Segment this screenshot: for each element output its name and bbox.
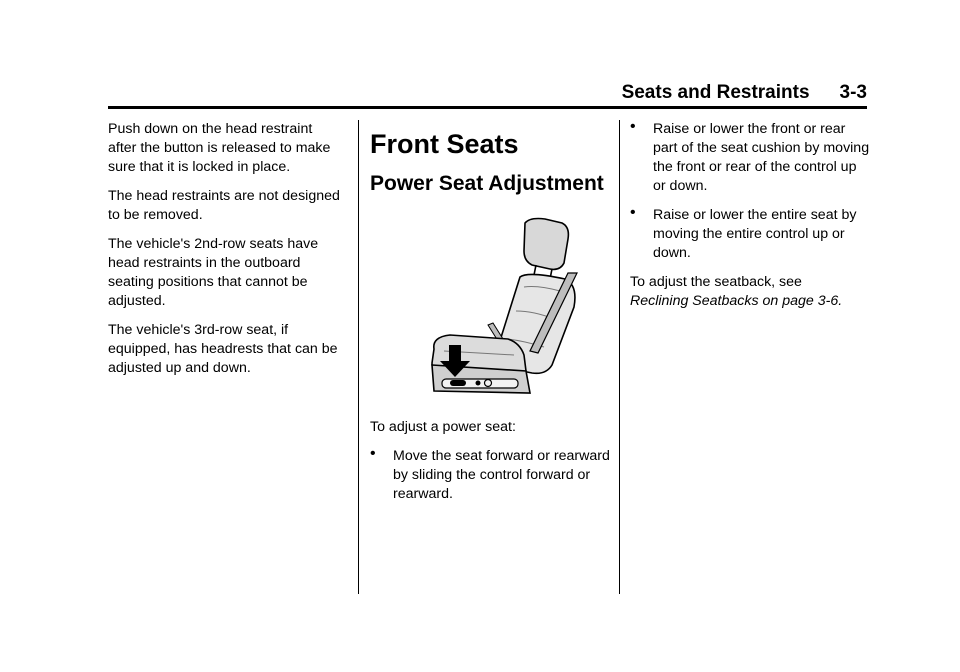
power-seat-illustration bbox=[420, 215, 595, 400]
column-divider bbox=[619, 120, 620, 594]
bullet-item bbox=[630, 206, 870, 263]
bullet-text: Raise or lower the front or rear part of the seat cushion by moving the front or rear of the control up or down. bbox=[653, 121, 870, 194]
bullet-dot-icon: • bbox=[630, 118, 636, 135]
seatback-paragraph bbox=[630, 273, 870, 311]
column-right bbox=[630, 120, 870, 321]
page-number: 3-3 bbox=[839, 82, 867, 103]
column-divider bbox=[358, 120, 359, 594]
paragraph: The head restraints are not designed to be removed. bbox=[108, 188, 340, 223]
section-title: Seats and Restraints bbox=[621, 82, 810, 103]
column-left bbox=[108, 120, 340, 388]
intro-text: To adjust a power seat: bbox=[370, 419, 516, 435]
seatback-reference-link[interactable]: Reclining Seatbacks on page 3-6. bbox=[630, 293, 843, 309]
subsection-heading: Power Seat Adjustment bbox=[370, 172, 604, 195]
bullet-text: Move the seat forward or rearward by sliding the control forward or rearward. bbox=[393, 448, 610, 502]
bullet-dot-icon: • bbox=[370, 445, 376, 462]
bullet-dot-icon: • bbox=[630, 204, 636, 221]
section-heading: Front Seats bbox=[370, 129, 519, 159]
page-header bbox=[108, 80, 867, 109]
paragraph: The vehicle's 2nd-row seats have head restraints in the outboard seating positions that cannot be adjusted. bbox=[108, 236, 319, 309]
bullet-text: Raise or lower the entire seat by moving the entire control up or down. bbox=[653, 207, 857, 261]
column-middle bbox=[370, 129, 610, 514]
paragraph: Push down on the head restraint after the button is released to make sure that it is locked in place. bbox=[108, 121, 331, 175]
seatback-text: To adjust the seatback, see bbox=[630, 274, 802, 290]
header-text bbox=[622, 82, 867, 104]
bullet-item bbox=[630, 120, 870, 196]
paragraph: The vehicle's 3rd-row seat, if equipped, has headrests that can be adjusted up and down. bbox=[108, 322, 338, 376]
bullet-item bbox=[370, 447, 610, 504]
